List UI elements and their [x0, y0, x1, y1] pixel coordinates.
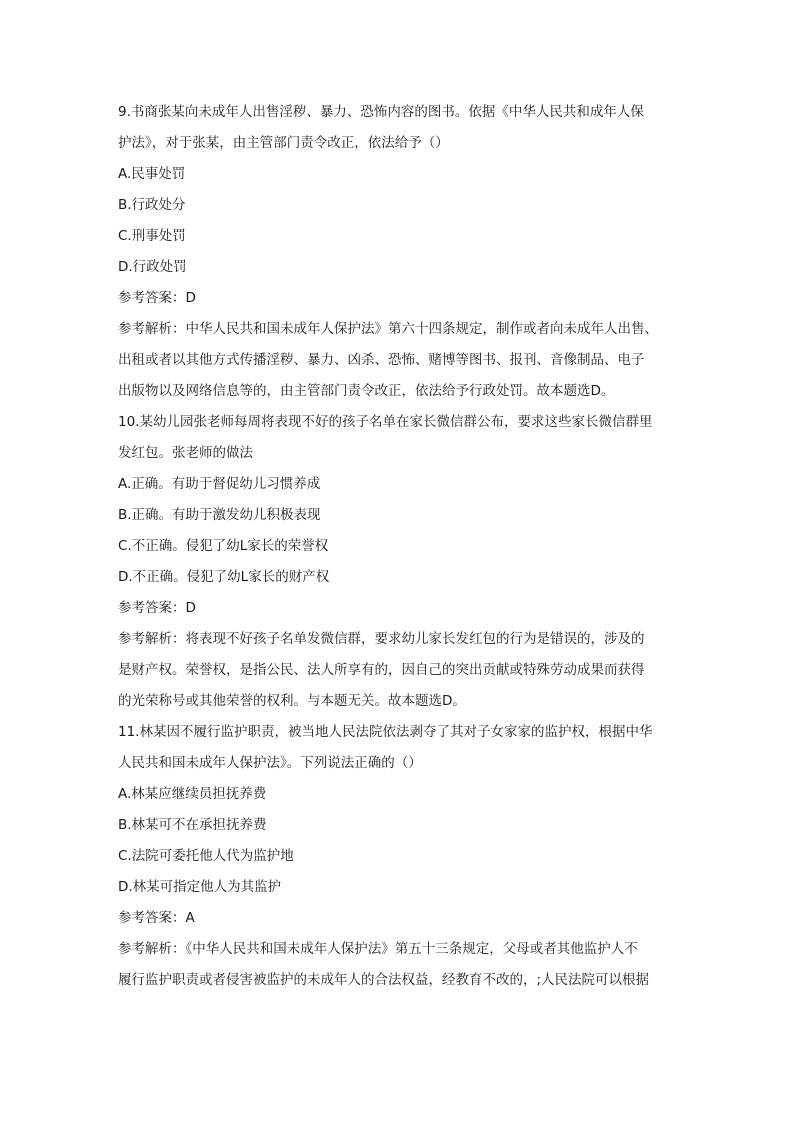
option-d: D.行政处罚: [118, 259, 187, 275]
question-stem-line: 人民共和国未成年人保护法》。下列说法正确的（）: [118, 755, 422, 771]
question-stem-line: 发红包。张老师的做法: [118, 445, 253, 461]
analysis-line: 是财产权。荣誉权，是指公民、法人所享有的，因自己的突出贡献或特殊劳动成果而获得: [118, 662, 645, 678]
question-stem-line: 护法》，对于张某，由主管部门责令改正，依法给予（）: [118, 135, 449, 151]
option-c: C.不正确。侵犯了幼L家长的荣誉权: [118, 538, 329, 554]
option-c: C.法院可委托他人代为监护地: [118, 848, 294, 864]
option-b: B.林某可不在承担抚养费: [118, 817, 267, 833]
question-block: [118, 717, 678, 996]
reference-answer: 参考答案：A: [118, 910, 195, 926]
question-stem-line: 10.某幼儿园张老师每周将表现不好的孩子名单在家长微信群公布，要求这些家长微信群里: [118, 414, 653, 430]
option-a: A.林某应继续员担抚养费: [118, 786, 267, 802]
option-c: C.刑事处罚: [118, 228, 186, 244]
option-b: B.正确。有助于激发幼儿积极表现: [118, 507, 321, 523]
analysis-line: 参考解析：《中华人民共和国未成年人保护法》第五十三条规定，父母或者其他监护人不: [118, 941, 638, 957]
option-b: B.行政处分: [118, 197, 186, 213]
document-page: [118, 97, 678, 996]
option-d: D.林某可指定他人为其监护: [118, 879, 282, 895]
option-a: A.民事处罚: [118, 166, 186, 182]
analysis-line: 参考解析：中华人民共和国未成年人保护法》第六十四条规定，制作或者向未成年人出售、: [118, 321, 658, 337]
analysis-line: 参考解析：将表现不好孩子名单发微信群，要求幼儿家长发红包的行为是错误的，涉及的: [118, 631, 645, 647]
analysis-line: 出版物以及网络信息等的，由主管部门责令改正，依法给予行政处罚。故本题选D。: [118, 383, 615, 399]
question-block: [118, 97, 678, 407]
reference-answer: 参考答案：D: [118, 290, 196, 306]
analysis-line: 的光荣称号或其他荣誉的权利。与本题无关。故本题选D。: [118, 693, 466, 709]
analysis-line: 履行监护职责或者侵害被监护的未成年人的合法权益，经教育不改的，;人民法院可以根据: [118, 972, 650, 988]
option-a: A.正确。有助于督促幼儿习惯养成: [118, 476, 321, 492]
question-stem-line: 9.书商张某向未成年人出售淫秽、暴力、恐怖内容的图书。依据《中华人民共和成年人保: [118, 104, 644, 120]
question-block: [118, 407, 678, 717]
reference-answer: 参考答案：D: [118, 600, 196, 616]
option-d: D.不正确。侵犯了幼L家长的财产权: [118, 569, 330, 585]
question-stem-line: 11.林某因不履行监护职责，被当地人民法院依法剥夺了其对子女家家的监护权，根据中华: [118, 724, 653, 740]
analysis-line: 出租或者以其他方式传播淫秽、暴力、凶杀、恐怖、赌博等图书、报刊、音像制品、电子: [118, 352, 645, 368]
